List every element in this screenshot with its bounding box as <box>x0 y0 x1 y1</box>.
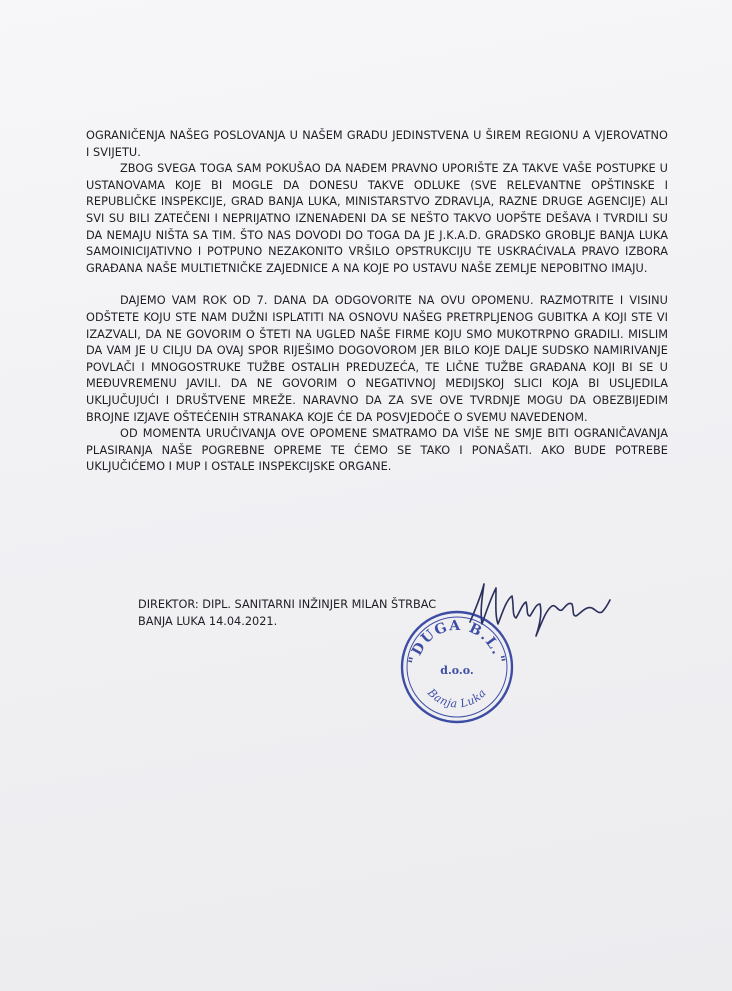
signature-block <box>138 596 436 630</box>
stamp-company-name: "DUGA B.L." <box>406 617 508 666</box>
paragraph-1: OGRANIČENJA NAŠEG POSLOVANJA U NAŠEM GRADU JEDINSTVENA U ŠIREM REGIONU A VJEROVATNO I SVIJETU. <box>86 129 668 159</box>
paragraph-3: DAJEMO VAM ROK OD 7. DANA DA ODGOVORITE NA OVU OPOMENU. RAZMOTRITE I VISINU ODŠTETE KOJU STE NAM DUŽNI ISPLATITI NA OSNOVU NAŠEG PRETRPLJENOG GUBITKA A KOJI STE VI IZAZVALI, DA NE GOVORIM O ŠTETI NA UGLED NAŠE FIRME KOJU SMO MUKOTRPNO GRADILI. MISLIM DA VAM JE U CILJU DA OVAJ SPOR RIJEŠIMO DOGOVOROM JER BILO KOJE DALJE SUDSKO NAMIRIVANJE POVLAČI I MNOGOSTRUKE TUŽBE OSTALIH PREDUZEĆA, TE LIČNE TUŽBE GRAĐANA KOJI BI SE U MEĐUVREMENU JAVILI. DA NE GOVORIM O NEGATIVNOJ MEDIJSKOJ SLICI KOJA BI USLJEDILA UKLJUČUJUĆI I DRUŠTVENE MREŽE. NARAVNO DA ZA SVE OVE TVRDNJE MOGU DA OBEZBIJEDIM BROJNE IZJAVE OŠTEĆENIH STRANAKA KOJE ĆE DA POSVJEDOČE O SVEMU NAVEDENOM. <box>86 294 668 424</box>
stamp-company-type: d.o.o. <box>440 664 474 677</box>
paragraph-2: ZBOG SVEGA TOGA SAM POKUŠAO DA NAĐEM PRAVNO UPORIŠTE ZA TAKVE VAŠE POSTUPKE U USTANOVAMA KOJE BI MOGLE DA DONESU TAKVE ODLUKE (SVE RELEVANTNE OPŠTINSKE I REPUBLIČKE INSPEKCIJE, GRAD BANJA LUKA, MINISTARSTVO ZDRAVLJA, RAZNE DRUGE AGENCIJE) ALI SVI SU BILI ZATEČENI I NEPRIJATNO IZNENAĐENI DA SE NEŠTO TAKVO UOPŠTE DEŠAVA I TVRDILI SU DA NEMAJU NIŠTA SA TIM. ŠTO NAS DOVODI DO TOGA DA JE J.K.A.D. GRADSKO GROBLJE BANJA LUKA SAMOINICIJATIVNO I POTPUNO NEZAKONITO VRŠILO OPSTRUKCIJU TE USKRAĆIVALA PRAVO IZBORA GRAĐANA NAŠE MULTIETNIČKE ZAJEDNICE A NA KOJE PO USTAVU NAŠE ZEMLJE NEPOBITNO IMAJU. <box>86 162 668 275</box>
stamp-city: Banja Luka <box>425 686 489 711</box>
letter-body <box>86 128 668 476</box>
svg-text:Banja Luka <box>424 685 489 710</box>
paragraph-4: OD MOMENTA URUČIVANJA OVE OPOMENE SMATRAMO DA VIŠE NE SMJE BITI OGRANIČAVANJA PLASIRANJA NAŠE POGREBNE OPREME TE ĆEMO SE TAKO I PONAŠATI. AKO BUDE POTREBE UKLJUČIĆEMO I MUP I OSTALE INSPEKCIJSKE ORGANE. <box>86 427 668 474</box>
place-date-line: BANJA LUKA 14.04.2021. <box>138 615 278 628</box>
director-line: DIREKTOR: DIPL. SANITARNI INŽINJER MILAN ŠTRBAC <box>138 598 437 611</box>
company-stamp <box>396 606 518 728</box>
